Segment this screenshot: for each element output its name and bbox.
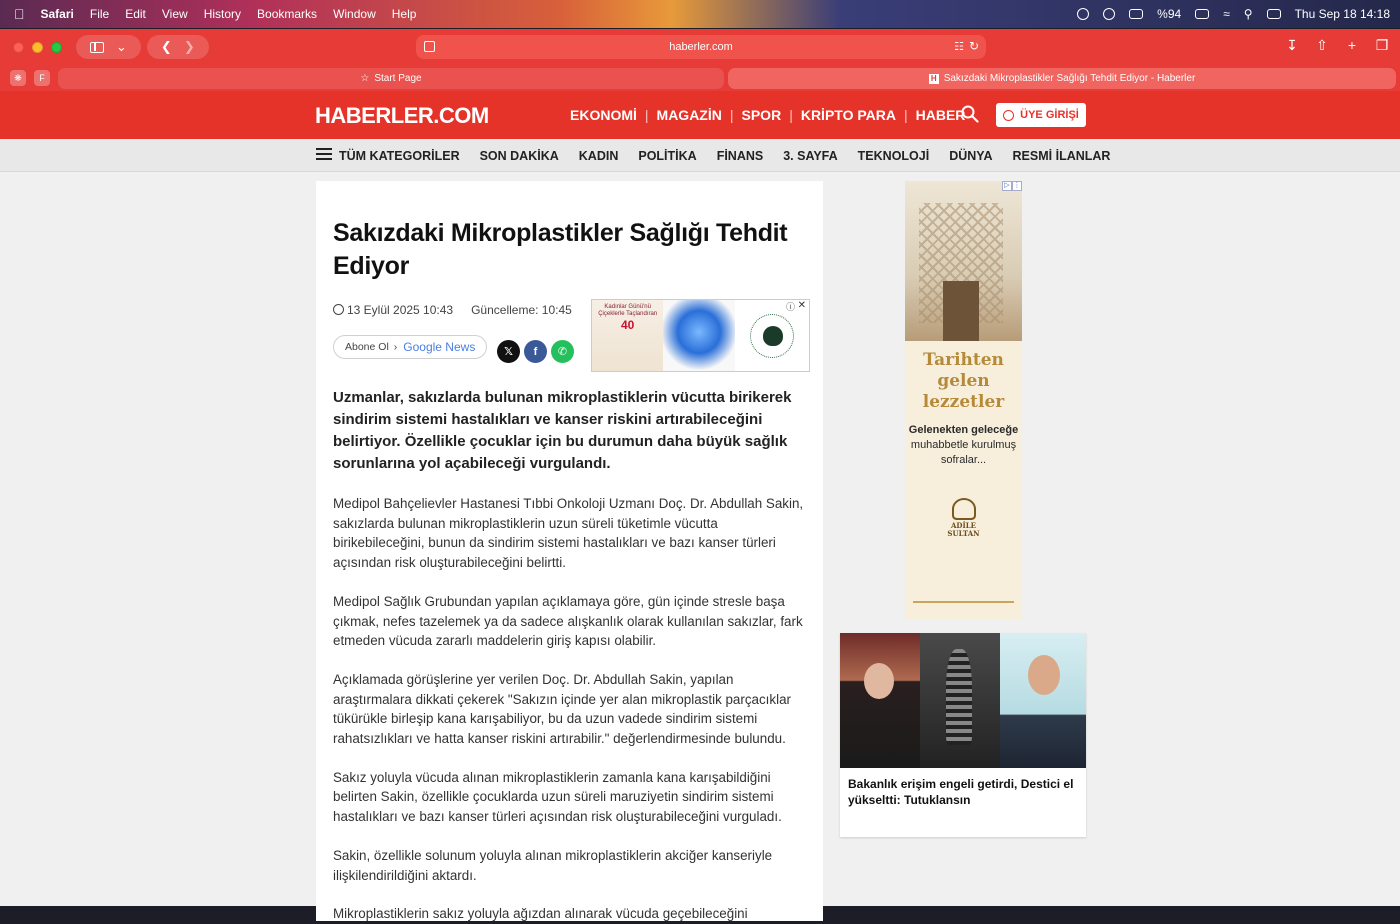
category-finans[interactable]: FİNANS [716,148,764,163]
update-time: Güncelleme: 10:45 [471,303,572,317]
pinned-tab-f[interactable]: F [34,70,50,86]
ad-options-icon[interactable]: ⋮ [1013,182,1021,189]
battery-percent: %94 [1157,7,1182,21]
news-image[interactable] [840,633,1086,768]
clock-icon [333,304,344,315]
nav-separator: | [729,107,734,123]
nav-separator: | [644,107,649,123]
nav-item-kripto-para[interactable]: KRİPTO PARA [800,107,896,123]
control-center-icon[interactable] [1267,9,1281,19]
status-app-icon[interactable] [1103,8,1115,20]
creative-cloud-icon[interactable] [1077,8,1089,20]
all-categories-label: TÜM KATEGORİLER [339,149,460,163]
follow-label: Abone Ol [345,341,389,353]
address-bar-url[interactable]: haberler.com [669,41,733,53]
category-dunya[interactable]: DÜNYA [949,148,993,163]
ad-text-line1: Kadınlar Günü'nü [604,304,651,310]
toolbar-actions [1270,37,1390,54]
tab-start-page[interactable] [58,68,724,89]
article-paragraph: Sakız yoluyla vücuda alınan mikroplastiklerin zamanla kana karışabildiğini belirten Sakin, özellikle çocuklarda uzun süreli maruziyetin sindirim sistemi hastalıkları ve bazı kanser türleri açısından risk oluşturabileceğini vurguladı. [333,769,782,825]
back-arrow-icon[interactable]: ❮ [160,39,172,54]
star-icon: ☆ [360,73,370,84]
sidebar-toggle-group[interactable] [76,35,141,59]
nav-item-magazin[interactable]: MAGAZİN [656,107,722,123]
all-categories-button[interactable] [316,148,460,163]
news-title[interactable]: Bakanlık erişim engeli getirdi, Destici el yükseltti: Tutuklansın [848,777,1074,807]
zoom-window-button[interactable] [51,42,62,53]
tab-overview-icon[interactable]: ❐ [1375,37,1389,53]
sidebar-advertisement[interactable] [905,181,1022,619]
haberler-favicon-icon: H [929,74,939,84]
category-kadin[interactable]: KADIN [578,148,619,163]
news-photo-performer [920,633,1000,768]
ad-choices-icon[interactable]: ▷ [1002,181,1012,191]
tab-haberler-article[interactable] [728,68,1396,89]
site-settings-icon[interactable] [424,41,435,52]
pinned-tab-openai-icon[interactable]: ❋ [10,70,26,86]
article-paragraph: Mikroplastiklerin sakız yoluyla ağızdan alınarak vücuda geçebileceğini [333,906,748,922]
spotlight-search-icon[interactable]: ⚲ [1243,7,1253,21]
menu-window[interactable]: Window [322,7,366,21]
google-news-label: Google News [403,340,476,354]
tab-label: Sakızdaki Mikroplastikler Sağlığı Tehdit Ediyor - Haberler [943,73,1196,84]
search-icon[interactable] [961,105,979,123]
ad-close-icon[interactable]: ✕ [797,300,806,311]
tab-bar [0,65,1400,91]
article-lead: Uzmanlar, sakızlarda bulunan mikroplastiklerin vücutta birikerek sindirim sistemi hastalıkları ve kanser riskini artırabileceğini belirtiyor. Özellikle çocuklar için bu durumun daha büyük sağlık sorunlarına yol açabileceği vurgulandı. [333,389,792,472]
google-news-follow-button[interactable] [333,335,487,359]
main-nav [570,107,965,123]
page-content [0,172,1400,922]
battery-icon[interactable] [1195,9,1209,19]
app-menu[interactable]: Safari [30,7,64,21]
tulip-logo-icon [750,314,794,358]
nav-separator: | [789,107,793,123]
nav-separator: | [903,107,908,123]
brand-emblem [944,492,984,558]
category-nav [0,139,1400,172]
minimize-window-button[interactable] [32,42,43,53]
publish-date [333,303,453,317]
ad-brand-name: ADİLE SULTAN [947,521,980,538]
category-teknoloji[interactable]: TEKNOLOJİ [857,148,930,163]
menu-edit[interactable]: Edit [114,7,136,21]
forward-arrow-icon[interactable]: ❯ [183,39,195,54]
news-photo-politician [1000,633,1086,768]
address-bar[interactable] [416,35,986,59]
translate-icon[interactable]: ☷ [954,41,964,53]
whatsapp-share-icon[interactable]: ✆ [551,340,574,363]
news-photo-woman [840,633,920,768]
ad-divider [913,601,1014,603]
facebook-share-icon[interactable]: f [524,340,547,363]
nav-item-haber[interactable]: HABER [915,107,966,123]
category-3-sayfa[interactable]: 3. SAYFA [783,148,838,163]
display-icon[interactable] [1129,9,1143,19]
ad-panel-flowers [592,300,663,371]
nav-item-ekonomi[interactable]: EKONOMİ [570,107,637,123]
share-icon[interactable]: ⇧ [1316,37,1328,53]
inline-advertisement[interactable] [591,299,810,372]
menu-bookmarks[interactable]: Bookmarks [246,7,307,21]
category-politika[interactable]: POLİTİKA [638,148,697,163]
share-buttons [497,340,578,363]
ad-subtext [905,423,1022,468]
ad-choices[interactable] [1002,181,1022,191]
article-card [316,181,823,921]
article-paragraph: Medipol Sağlık Grubundan yapılan açıklamaya göre, gün içinde stresle başa çıkmak, nefes tazelemek ya da sadece alışkanlık olarak kullanılan sakızlar, fark etmeden vücuda zararlı maddelerin giriş kapısı olabilir. [333,593,803,649]
wifi-icon[interactable]: ≈ [1223,7,1230,21]
apple-menu-icon[interactable] [14,6,25,22]
publish-date-text: 13 Eylül 2025 10:43 [347,303,454,317]
site-logo[interactable]: HABERLER.COM [315,103,489,128]
restaurant-facade-image [905,181,1022,341]
sidebar-icon[interactable] [90,42,104,53]
window-controls [13,42,70,53]
menu-help[interactable]: Help [381,7,406,21]
ad-text-line2: Çiçeklerle Taçlandıran [598,311,658,317]
downloads-icon[interactable]: ↧ [1286,37,1298,53]
member-login-button[interactable] [996,103,1086,127]
category-son-dakika[interactable]: SON DAKİKA [479,148,559,163]
ad-info-icon[interactable]: ⓘ [785,302,795,312]
related-news-card[interactable] [840,633,1086,837]
menu-history[interactable]: History [193,7,231,21]
ad-headline: Tarihten gelen lezzetler [922,350,1005,412]
history-nav-group [147,35,209,59]
new-tab-icon[interactable]: + [1347,37,1357,53]
browser-toolbar [0,29,1400,65]
chevron-right-icon: › [393,341,398,353]
menu-file[interactable]: File [79,7,99,21]
ad-subtext-body: muhabbetle kurulmuş sofralar... [910,439,1017,466]
ad-subtext-bold: Gelenekten geleceğe [908,424,1019,436]
chevron-down-icon[interactable]: ⌄ [116,39,127,54]
article-paragraph: Açıklamada görüşlerine yer verilen Doç. Dr. Abdullah Sakin, yapılan araştırmalara dikkati çekerek "Sakızın içinde yer alan mikroplastik parçacıklar tükürükle birleşip kana karışabiliyor, bu da uzun vadede sindirim sistemi rahatsızlıkları ve hatta kanser riskini artırabilir." değerlendirmesinde bulundu. [333,671,791,747]
member-login-label: ÜYE GİRİŞİ [1020,109,1079,121]
ad-panel-balloons [663,300,734,371]
article-paragraph: Medipol Bahçelievler Hastanesi Tıbbi Onkoloji Uzmanı Doç. Dr. Abdullah Sakin, sakızlarda bulunan mikroplastiklerin uzun süreli tüketimle vücutta birikebileceğini, bunun da sindirim sistemi hastalıkları ve bazı kanser türleri açısından risk oluşturabileceğini belirtti. [333,496,804,571]
category-resmi-ilanlar[interactable]: RESMİ İLANLAR [1012,148,1111,163]
ad-number: 40 [620,318,635,332]
macos-menubar [0,0,1400,28]
article-paragraph: Sakin, özellikle solunum yoluyla alınan mikroplastiklerin akciğer kanseriyle ilişkilendirildiğini aktardı. [333,847,773,883]
menu-view[interactable]: View [151,7,178,21]
dome-emblem-icon [952,498,976,520]
site-header [0,91,1400,139]
close-window-button[interactable] [13,42,24,53]
x-share-icon[interactable]: 𝕏 [497,340,520,363]
menubar-clock[interactable]: Thu Sep 18 14:18 [1294,7,1390,21]
reload-icon[interactable]: ↻ [968,39,979,53]
tab-label: Start Page [374,73,422,84]
nav-item-spor[interactable]: SPOR [741,107,782,123]
article-title: Sakızdaki Mikroplastikler Sağlığı Tehdit Ediyor [333,219,788,280]
user-icon [1003,110,1014,121]
hamburger-menu-icon [316,148,332,160]
